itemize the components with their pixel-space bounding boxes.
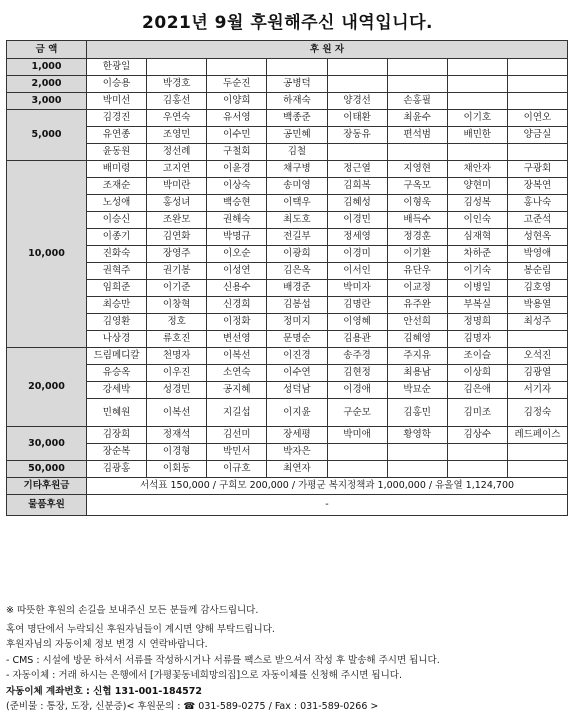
donor-cell: 공민혜 (267, 127, 327, 144)
donor-cell: 정경훈 (387, 229, 447, 246)
donor-cell: 윤동원 (87, 144, 147, 161)
donor-cell: 고준석 (507, 212, 567, 229)
donor-cell: 배득수 (387, 212, 447, 229)
donor-cell: 하재숙 (267, 93, 327, 110)
donor-cell: 구순모 (327, 399, 387, 427)
donor-cell (327, 144, 387, 161)
notes-contact-change: 후원자님의 자동이체 정보 변경 시 연락바랍니다. (6, 639, 208, 650)
donor-cell: 정근열 (327, 161, 387, 178)
donor-cell: 이종기 (87, 229, 147, 246)
notes-thanks: ※ 따뜻한 후원의 손길을 보내주신 모든 분들께 감사드립니다. (6, 605, 259, 616)
donor-cell: 양현미 (447, 178, 507, 195)
donor-cell (507, 331, 567, 348)
donor-cell (507, 461, 567, 478)
donor-table-body (7, 59, 568, 478)
donor-cell: 주지유 (387, 348, 447, 365)
donor-cell: 오석진 (507, 348, 567, 365)
notes-omission: 혹여 명단에서 누락되신 후원자님들이 계시면 양해 부탁드립니다. (6, 623, 275, 635)
donor-cell: 공병덕 (267, 76, 327, 93)
donor-cell: 이교정 (387, 280, 447, 297)
donor-cell: 이오순 (207, 246, 267, 263)
donor-cell: 배민한 (447, 127, 507, 144)
donor-cell (447, 144, 507, 161)
donor-cell: 조영민 (147, 127, 207, 144)
donor-cell (507, 144, 567, 161)
donor-cell: 김용관 (327, 331, 387, 348)
donor-cell (147, 59, 207, 76)
donor-cell (327, 461, 387, 478)
etc-donation-value: 서석표 150,000 / 구희모 200,000 / 가평군 복지정책과 1,000,000 / 유올열 1,124,700 (87, 478, 568, 495)
donor-cell: 백승현 (207, 195, 267, 212)
goods-donation-label: 물품후원 (7, 495, 87, 516)
donor-cell: 드림메디칼 (87, 348, 147, 365)
etc-donation-row (7, 478, 568, 495)
donor-cell: 김은옥 (267, 263, 327, 280)
table-row (7, 229, 568, 246)
donor-cell: 김희복 (327, 178, 387, 195)
donor-cell: 김홍선 (147, 93, 207, 110)
donor-cell: 유서영 (207, 110, 267, 127)
donor-cell: 배미령 (87, 161, 147, 178)
donor-cell: 김호영 (507, 280, 567, 297)
donor-cell: 장동유 (327, 127, 387, 144)
amount-cell: 3,000 (7, 93, 87, 110)
donor-cell (447, 444, 507, 461)
donor-cell: 심재혁 (447, 229, 507, 246)
amount-cell: 1,000 (7, 59, 87, 76)
donor-cell: 김홍민 (387, 399, 447, 427)
donor-cell: 이택우 (267, 195, 327, 212)
donor-cell: 황영학 (387, 427, 447, 444)
donor-cell: 이광희 (267, 246, 327, 263)
donor-cell: 박경호 (147, 76, 207, 93)
donor-cell: 장순복 (87, 444, 147, 461)
page-title: 2021년 9월 후원해주신 내역입니다. (142, 13, 433, 33)
goods-donation-row (7, 495, 568, 516)
donor-cell: 이경애 (327, 382, 387, 399)
donor-cell: 권기봉 (147, 263, 207, 280)
donor-cell: 박미애 (327, 427, 387, 444)
donor-cell: 정명희 (447, 314, 507, 331)
donor-cell: 이서인 (327, 263, 387, 280)
donor-cell: 송주경 (327, 348, 387, 365)
donor-cell: 조재순 (87, 178, 147, 195)
donor-cell: 박명규 (207, 229, 267, 246)
donor-cell: 장영주 (147, 246, 207, 263)
donor-cell: 이영혜 (327, 314, 387, 331)
donor-cell: 한광일 (87, 59, 147, 76)
table-row (7, 399, 568, 427)
donor-cell: 성덕남 (267, 382, 327, 399)
donor-cell: 구철회 (207, 144, 267, 161)
donor-cell: 김경진 (87, 110, 147, 127)
donor-cell: 김혜성 (327, 195, 387, 212)
donor-cell: 유단우 (387, 263, 447, 280)
donor-cell: 부복실 (447, 297, 507, 314)
donor-cell: 레드페이스 (507, 427, 567, 444)
donor-cell: 진화숙 (87, 246, 147, 263)
donor-cell: 최도호 (267, 212, 327, 229)
donor-cell: 이병일 (447, 280, 507, 297)
notes-cms: - CMS : 시설에 방문 하셔서 서류를 작성하시거나 서류를 팩스로 받으셔서 작성 후 발송해 주시면 됩니다. (6, 654, 440, 666)
donor-cell: 강세박 (87, 382, 147, 399)
donor-cell: 지영현 (387, 161, 447, 178)
donor-cell: 이경미 (327, 246, 387, 263)
table-row (7, 76, 568, 93)
donor-cell: 이기호 (447, 110, 507, 127)
donor-cell: 백종준 (267, 110, 327, 127)
amount-cell: 5,000 (7, 110, 87, 161)
donor-cell: 정세영 (327, 229, 387, 246)
table-header-row (7, 41, 568, 59)
donor-cell (207, 59, 267, 76)
donor-cell (267, 59, 327, 76)
donor-cell: 김현정 (327, 365, 387, 382)
table-row (7, 161, 568, 178)
donor-cell (387, 461, 447, 478)
donor-cell: 장세평 (267, 427, 327, 444)
donor-cell: 홍나숙 (507, 195, 567, 212)
table-row (7, 127, 568, 144)
donor-cell: 봉순림 (507, 263, 567, 280)
donor-cell: 정호 (147, 314, 207, 331)
table-row (7, 178, 568, 195)
donor-cell: 김은애 (447, 382, 507, 399)
donor-cell: 김명란 (327, 297, 387, 314)
donor-cell: 이지윤 (267, 399, 327, 427)
etc-donation-label: 기타후원금 (7, 478, 87, 495)
donor-cell (387, 59, 447, 76)
donor-cell: 박민서 (207, 444, 267, 461)
donor-cell: 성경민 (147, 382, 207, 399)
donor-cell: 박미선 (87, 93, 147, 110)
table-row (7, 93, 568, 110)
goods-donation-value: - (87, 495, 568, 516)
donor-cell: 김명자 (447, 331, 507, 348)
donor-cell (387, 76, 447, 93)
donor-cell: 이창혁 (147, 297, 207, 314)
table-row (7, 365, 568, 382)
donor-cell: 장복연 (507, 178, 567, 195)
donor-cell: 손홍필 (387, 93, 447, 110)
donor-cell: 류호진 (147, 331, 207, 348)
donor-cell: 차하준 (447, 246, 507, 263)
donor-cell (447, 59, 507, 76)
amount-cell: 50,000 (7, 461, 87, 478)
donor-cell: 권해숙 (207, 212, 267, 229)
donor-cell: 이윤경 (207, 161, 267, 178)
donor-cell (447, 76, 507, 93)
table-row (7, 195, 568, 212)
amount-cell: 20,000 (7, 348, 87, 427)
donor-cell: 정미지 (267, 314, 327, 331)
donor-cell: 이승신 (87, 212, 147, 229)
donor-cell: 유연종 (87, 127, 147, 144)
donor-cell: 이성연 (207, 263, 267, 280)
donor-cell (447, 93, 507, 110)
donor-cell: 최승만 (87, 297, 147, 314)
donor-cell: 임희준 (87, 280, 147, 297)
donor-cell: 최용남 (387, 365, 447, 382)
donor-cell: 이복선 (147, 399, 207, 427)
donor-cell: 김철 (267, 144, 327, 161)
donor-cell: 김영환 (87, 314, 147, 331)
donor-cell: 양경선 (327, 93, 387, 110)
donor-cell: 신용수 (207, 280, 267, 297)
amount-cell: 10,000 (7, 161, 87, 348)
notes-inquiry: (준비물 : 통장, 도장, 신분증)< 후원문의 : ☎ 031-589-0275 / Fax : 031-589-0266 > (6, 701, 379, 712)
donors-header: 후 원 자 (87, 41, 568, 59)
donor-cell: 김정숙 (507, 399, 567, 427)
table-row (7, 144, 568, 161)
donor-cell (327, 76, 387, 93)
donor-cell: 안선희 (387, 314, 447, 331)
table-row (7, 246, 568, 263)
donor-cell: 유승옥 (87, 365, 147, 382)
donor-cell: 김광열 (507, 365, 567, 382)
table-row (7, 314, 568, 331)
donor-cell: 채구병 (267, 161, 327, 178)
donor-cell: 최윤수 (387, 110, 447, 127)
donor-cell: 박미란 (147, 178, 207, 195)
donor-cell: 이상숙 (207, 178, 267, 195)
donor-cell: 유주완 (387, 297, 447, 314)
donor-cell: 천명자 (147, 348, 207, 365)
amount-header: 금 액 (7, 41, 87, 59)
donor-cell: 이형욱 (387, 195, 447, 212)
donor-cell: 채안자 (447, 161, 507, 178)
donor-cell: 송미영 (267, 178, 327, 195)
donor-cell: 박영애 (507, 246, 567, 263)
donor-cell: 이기숙 (447, 263, 507, 280)
donor-cell: 두순진 (207, 76, 267, 93)
donor-cell: 이상희 (447, 365, 507, 382)
donor-cell: 최연자 (267, 461, 327, 478)
donor-cell: 이수연 (267, 365, 327, 382)
table-row (7, 212, 568, 229)
table-row (7, 280, 568, 297)
donor-cell: 박자은 (267, 444, 327, 461)
donor-cell (447, 461, 507, 478)
donor-cell (327, 444, 387, 461)
donor-cell: 이태환 (327, 110, 387, 127)
table-row (7, 331, 568, 348)
donor-cell: 김봉섭 (267, 297, 327, 314)
table-row (7, 382, 568, 399)
donor-cell: 성현옥 (507, 229, 567, 246)
notes-auto-transfer: - 자동이체 : 거래 하시는 은행에서 [가평꽃동네희망의집]으로 자동이체를 신청해 주시면 됩니다. (6, 670, 402, 681)
donor-cell: 공지혜 (207, 382, 267, 399)
donor-cell: 김선미 (207, 427, 267, 444)
donor-cell: 이규호 (207, 461, 267, 478)
donor-cell: 정재석 (147, 427, 207, 444)
donor-cell: 소연숙 (207, 365, 267, 382)
donor-cell: 이정화 (207, 314, 267, 331)
donor-cell: 변선영 (207, 331, 267, 348)
donor-cell: 조이슬 (447, 348, 507, 365)
donor-cell: 문명순 (267, 331, 327, 348)
donor-cell: 정선례 (147, 144, 207, 161)
donor-cell: 이인숙 (447, 212, 507, 229)
donor-cell: 김장희 (87, 427, 147, 444)
donor-cell: 김미조 (447, 399, 507, 427)
table-row (7, 427, 568, 444)
donor-cell: 이기준 (147, 280, 207, 297)
notes-section (6, 603, 571, 715)
donor-cell: 김광홍 (87, 461, 147, 478)
donor-cell: 이기환 (387, 246, 447, 263)
donor-cell: 전길부 (267, 229, 327, 246)
donor-table (6, 40, 568, 516)
donor-cell: 노성애 (87, 195, 147, 212)
donor-cell: 편석범 (387, 127, 447, 144)
donor-cell: 이경형 (147, 444, 207, 461)
donor-cell: 이수민 (207, 127, 267, 144)
donor-cell (507, 93, 567, 110)
donor-cell (387, 444, 447, 461)
donor-cell: 고지연 (147, 161, 207, 178)
donor-cell: 홍성녀 (147, 195, 207, 212)
donor-cell: 나상경 (87, 331, 147, 348)
table-row (7, 263, 568, 280)
donor-cell (507, 59, 567, 76)
table-row (7, 348, 568, 365)
donor-cell (507, 444, 567, 461)
donor-cell: 이경민 (327, 212, 387, 229)
donor-cell: 이연오 (507, 110, 567, 127)
donor-cell (387, 144, 447, 161)
table-row (7, 297, 568, 314)
donor-cell: 구옥모 (387, 178, 447, 195)
table-row (7, 110, 568, 127)
donor-cell: 김성복 (447, 195, 507, 212)
amount-cell: 2,000 (7, 76, 87, 93)
donor-cell: 지길섭 (207, 399, 267, 427)
notes-account-number: 자동이체 계좌번호 : 신협 131-001-184572 (6, 685, 203, 697)
table-row (7, 444, 568, 461)
donor-cell (507, 76, 567, 93)
donor-cell: 서기자 (507, 382, 567, 399)
donor-cell: 우연숙 (147, 110, 207, 127)
donor-cell: 양금실 (507, 127, 567, 144)
donor-cell: 민혜원 (87, 399, 147, 427)
donor-cell: 최성주 (507, 314, 567, 331)
donor-cell: 구광회 (507, 161, 567, 178)
donor-cell: 이승용 (87, 76, 147, 93)
donor-cell: 배경준 (267, 280, 327, 297)
table-row (7, 461, 568, 478)
donor-cell: 이진경 (267, 348, 327, 365)
donor-cell: 이복선 (207, 348, 267, 365)
donor-cell: 이우진 (147, 365, 207, 382)
donor-cell: 이회동 (147, 461, 207, 478)
donor-cell: 박묘순 (387, 382, 447, 399)
donor-cell (327, 59, 387, 76)
donor-cell: 권혁주 (87, 263, 147, 280)
donor-cell: 박미자 (327, 280, 387, 297)
donor-cell: 김상수 (447, 427, 507, 444)
amount-cell: 30,000 (7, 427, 87, 461)
donor-cell: 이양희 (207, 93, 267, 110)
donor-cell: 김연화 (147, 229, 207, 246)
donor-cell: 조완모 (147, 212, 207, 229)
donor-cell: 박용열 (507, 297, 567, 314)
table-row (7, 59, 568, 76)
donor-cell: 김혜영 (387, 331, 447, 348)
donor-cell: 신경희 (207, 297, 267, 314)
